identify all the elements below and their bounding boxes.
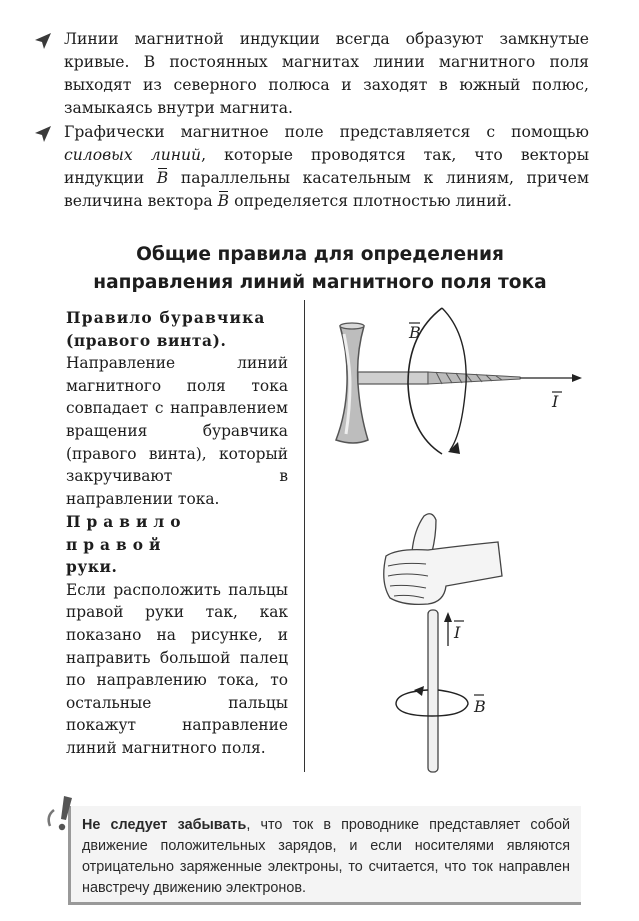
text-part: Графически магнитное поле представляется с помощью <box>64 123 589 141</box>
note-lead: Не следует забывать <box>82 817 247 833</box>
text-part: , которые проводятся так, что векторы индукции <box>64 146 589 187</box>
rule-body: Если расположить пальцы правой руки так, как показано на рисунке, и направить большой палец по направлению тока, то остальные пальцы покажут направление линий магнитного поля. <box>66 580 288 757</box>
rule-title: Правило правой <box>66 513 187 554</box>
bullet-text-2 <box>64 121 589 213</box>
right-hand-figure <box>368 506 518 776</box>
current-arrow-icon <box>444 612 452 622</box>
figure2-label-b: B <box>474 697 486 716</box>
rule-title: Правило буравчика <box>66 309 266 327</box>
rule-body: Направление линий магнитного поля тока совпадает с направлением вращения буравчика (правого винта), который закручивают в направлении тока. <box>66 354 288 508</box>
conductor-wire <box>428 610 438 772</box>
vector-b-symbol: B <box>157 167 168 190</box>
bullet-text-1: Линии магнитной индукции всегда образуют замкнутые кривые. В постоянных магнитах линии магнитного поля выходят из северного полюса и заходят в южный полюс, замыкаясь внутри магнита. <box>64 30 589 117</box>
gimlet-shaft <box>358 372 428 384</box>
rule-subtitle: руки. <box>66 558 118 577</box>
note-body: , что ток в проводнике представляет собой движение положительных зарядов, и если носителями являются отрицательно заряженные электроны, то считается, что ток направлен навстречу движению электронов. <box>82 817 570 896</box>
heading-line-2: направления линий магнитного поля тока <box>93 272 547 293</box>
rule-subtitle: (правого винта). <box>66 331 227 350</box>
bullet-paragraph-1 <box>34 28 589 120</box>
gimlet-figure <box>320 304 590 464</box>
vector-b-symbol: B <box>218 190 229 213</box>
figure1-label-i: I <box>552 392 559 411</box>
text-part: определяется плотностью линий. <box>229 192 512 210</box>
heading-line-1: Общие правила для определения <box>136 244 504 265</box>
italic-term: силовых линий <box>64 146 202 164</box>
right-hand-rule <box>66 511 288 760</box>
section-heading <box>40 241 600 297</box>
arrow-bullet-icon <box>34 32 52 50</box>
note-text <box>82 815 570 899</box>
gimlet-screw <box>428 372 520 384</box>
current-arrow-icon <box>572 374 582 382</box>
text-part: параллельны касательным к линиям, причем величина вектора <box>64 169 589 210</box>
figure2-label-i: I <box>454 623 461 642</box>
gimlet-rule <box>66 307 288 510</box>
column-divider <box>304 300 305 772</box>
figure1-label-b: B <box>409 323 421 342</box>
hand-thumb <box>412 514 436 552</box>
rotation-arrow-icon <box>414 686 424 696</box>
bullet-paragraph-2 <box>34 121 589 213</box>
arrow-bullet-icon <box>34 125 52 143</box>
exclamation-pen-icon <box>44 792 84 836</box>
